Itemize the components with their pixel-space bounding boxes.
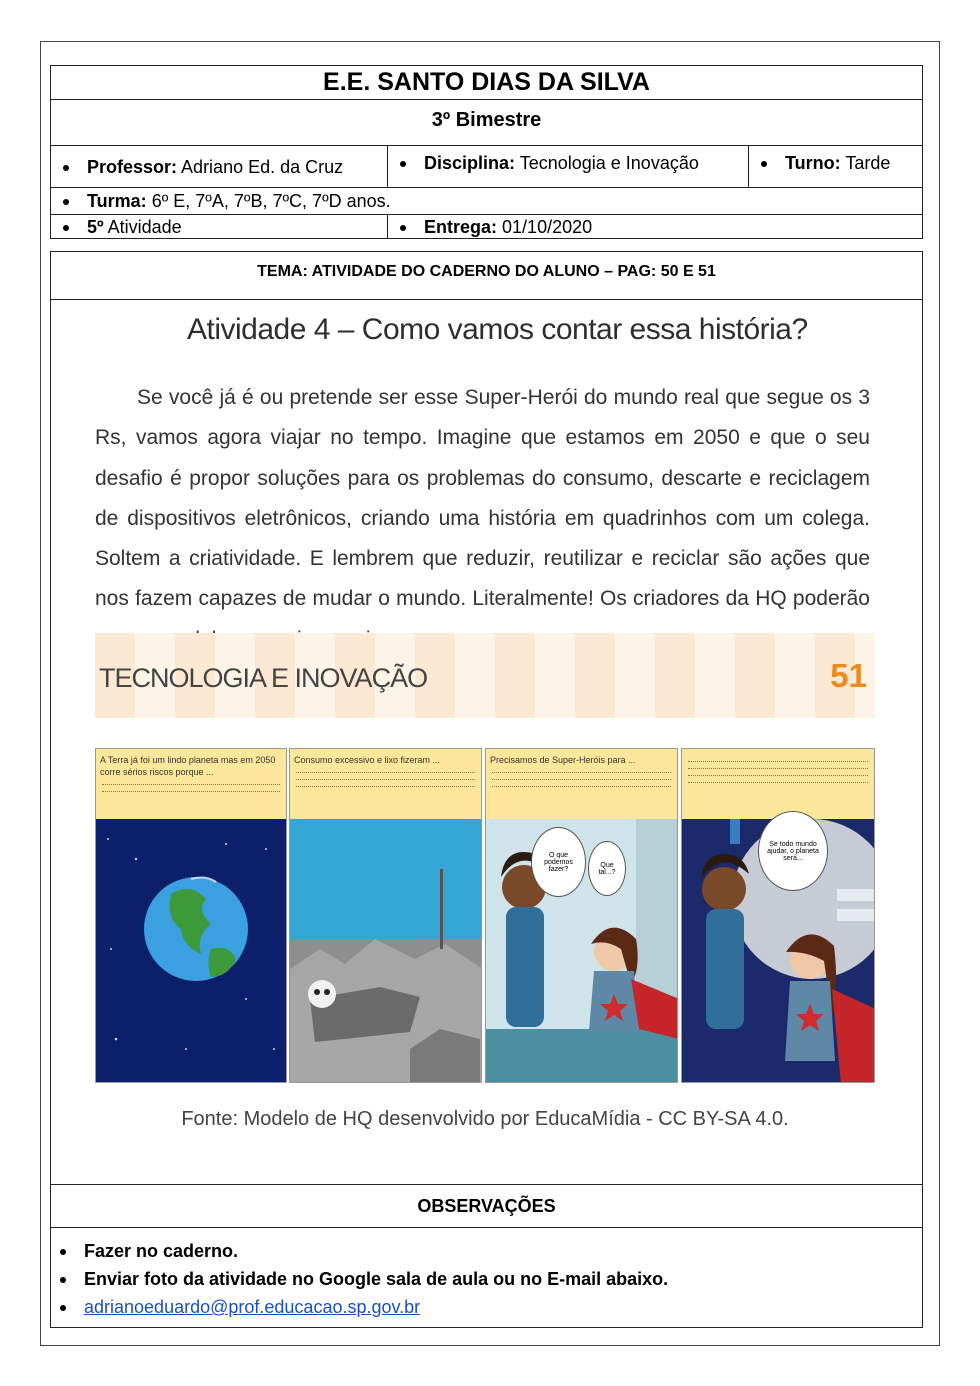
activity-title: Atividade 4 – Como vamos contar essa história? bbox=[187, 313, 808, 346]
observation-text: Enviar foto da atividade no Google sala de aula ou no E-mail abaixo. bbox=[84, 1269, 669, 1289]
observation-item bbox=[51, 1237, 922, 1265]
caption-line bbox=[296, 772, 475, 773]
bullet-icon bbox=[63, 165, 69, 171]
caption-line bbox=[688, 782, 868, 783]
bullet-icon bbox=[60, 1305, 66, 1311]
caption-text: A Terra já foi um lindo planeta mas em 2050 corre sérios riscos porque ... bbox=[100, 755, 276, 777]
speech-bubble: O que podemos fazer? bbox=[531, 827, 586, 897]
caption-line bbox=[296, 779, 475, 780]
comic-panel bbox=[681, 748, 875, 1083]
activity-cell bbox=[51, 214, 387, 238]
caption-line bbox=[492, 772, 671, 773]
comic-panel bbox=[95, 748, 287, 1083]
page-banner bbox=[95, 633, 875, 718]
delivery-cell bbox=[387, 214, 922, 238]
activity-number: 5º bbox=[87, 217, 104, 237]
caption-line bbox=[492, 786, 671, 787]
caption-line bbox=[492, 779, 671, 780]
caption-line bbox=[688, 768, 868, 769]
comic-caption bbox=[96, 749, 286, 819]
subject-cell bbox=[387, 145, 748, 187]
header-table bbox=[50, 65, 923, 239]
theme-heading: TEMA: ATIVIDADE DO CADERNO DO ALUNO – PAG: 50 E 51 bbox=[257, 263, 716, 280]
email-link[interactable]: adrianoeduardo@prof.educacao.sp.gov.br bbox=[84, 1297, 421, 1317]
shift-value: Tarde bbox=[845, 153, 891, 173]
shift-cell bbox=[748, 145, 922, 187]
professor-value: Adriano Ed. da Cruz bbox=[181, 157, 344, 177]
caption-line bbox=[296, 786, 475, 787]
worksheet-image bbox=[95, 308, 880, 1148]
observation-text: Fazer no caderno. bbox=[84, 1241, 239, 1261]
comic-strip bbox=[95, 748, 875, 1083]
subject-value: Tecnologia e Inovação bbox=[519, 153, 699, 173]
class-label: Turma: bbox=[87, 191, 147, 211]
caption-line bbox=[688, 775, 868, 776]
observation-item bbox=[51, 1265, 922, 1293]
professor-label: Professor: bbox=[87, 157, 178, 177]
observations-list bbox=[51, 1227, 922, 1327]
school-name: E.E. SANTO DIAS DA SILVA bbox=[323, 68, 650, 96]
comic-panel bbox=[485, 748, 678, 1083]
caption-text: Consumo excessivo e lixo fizeram ... bbox=[294, 755, 441, 765]
banner-label: TECNOLOGIA E INOVAÇÃO bbox=[99, 663, 428, 693]
comic-panel bbox=[289, 748, 482, 1083]
speech-bubble: Que tal...? bbox=[588, 841, 626, 896]
activity-body bbox=[95, 378, 870, 660]
bullet-icon bbox=[761, 161, 767, 167]
bullet-icon bbox=[400, 225, 406, 231]
professor-cell bbox=[51, 145, 387, 187]
speech-bubble: Se todo mundo ajudar, o planeta será... bbox=[758, 811, 828, 891]
caption-line bbox=[102, 791, 280, 792]
bullet-icon bbox=[60, 1277, 66, 1283]
observations-heading: OBSERVAÇÕES bbox=[51, 1184, 922, 1227]
class-value: 6º E, 7ºA, 7ºB, 7ºC, 7ºD anos. bbox=[151, 191, 391, 211]
delivery-label: Entrega: bbox=[424, 217, 498, 237]
class-cell bbox=[51, 187, 922, 214]
bullet-icon bbox=[60, 1249, 66, 1255]
bullet-icon bbox=[63, 225, 69, 231]
term-label: 3º Bimestre bbox=[51, 99, 922, 145]
shift-label: Turno: bbox=[785, 153, 841, 173]
caption-line bbox=[102, 784, 280, 785]
activity-paragraph: Se você já é ou pretende ser esse Super-Herói do mundo real que segue os 3 Rs, vamos agora viajar no tempo. Imagine que estamos em 2050 e que o seu desafio é propor soluções para os problemas do consumo, descarte e reciclagem de dispositivos eletrônicos, criando uma história em quadrinhos com um colega. Soltem a criatividade. E lembrem que reduzir, reutilizar e reciclar são ações que nos fazem capazes de mudar o mundo. Literalmente! Os criadores da HQ poderão bbox=[95, 386, 870, 611]
comic-caption bbox=[682, 749, 874, 819]
delivery-value: 01/10/2020 bbox=[502, 217, 593, 237]
bullet-icon bbox=[63, 199, 69, 205]
observation-item bbox=[51, 1293, 922, 1321]
comic-caption bbox=[290, 749, 481, 819]
caption-text: Precisamos de Super-Heróis para ... bbox=[490, 755, 636, 765]
subject-label: Disciplina: bbox=[424, 153, 516, 173]
source-credit: Fonte: Modelo de HQ desenvolvido por EducaMídia - CC BY-SA 4.0. bbox=[181, 1108, 789, 1130]
page-number: 51 bbox=[830, 657, 867, 694]
bullet-icon bbox=[400, 161, 406, 167]
comic-caption bbox=[486, 749, 677, 819]
caption-line bbox=[688, 761, 868, 762]
activity-label: Atividade bbox=[107, 217, 182, 237]
